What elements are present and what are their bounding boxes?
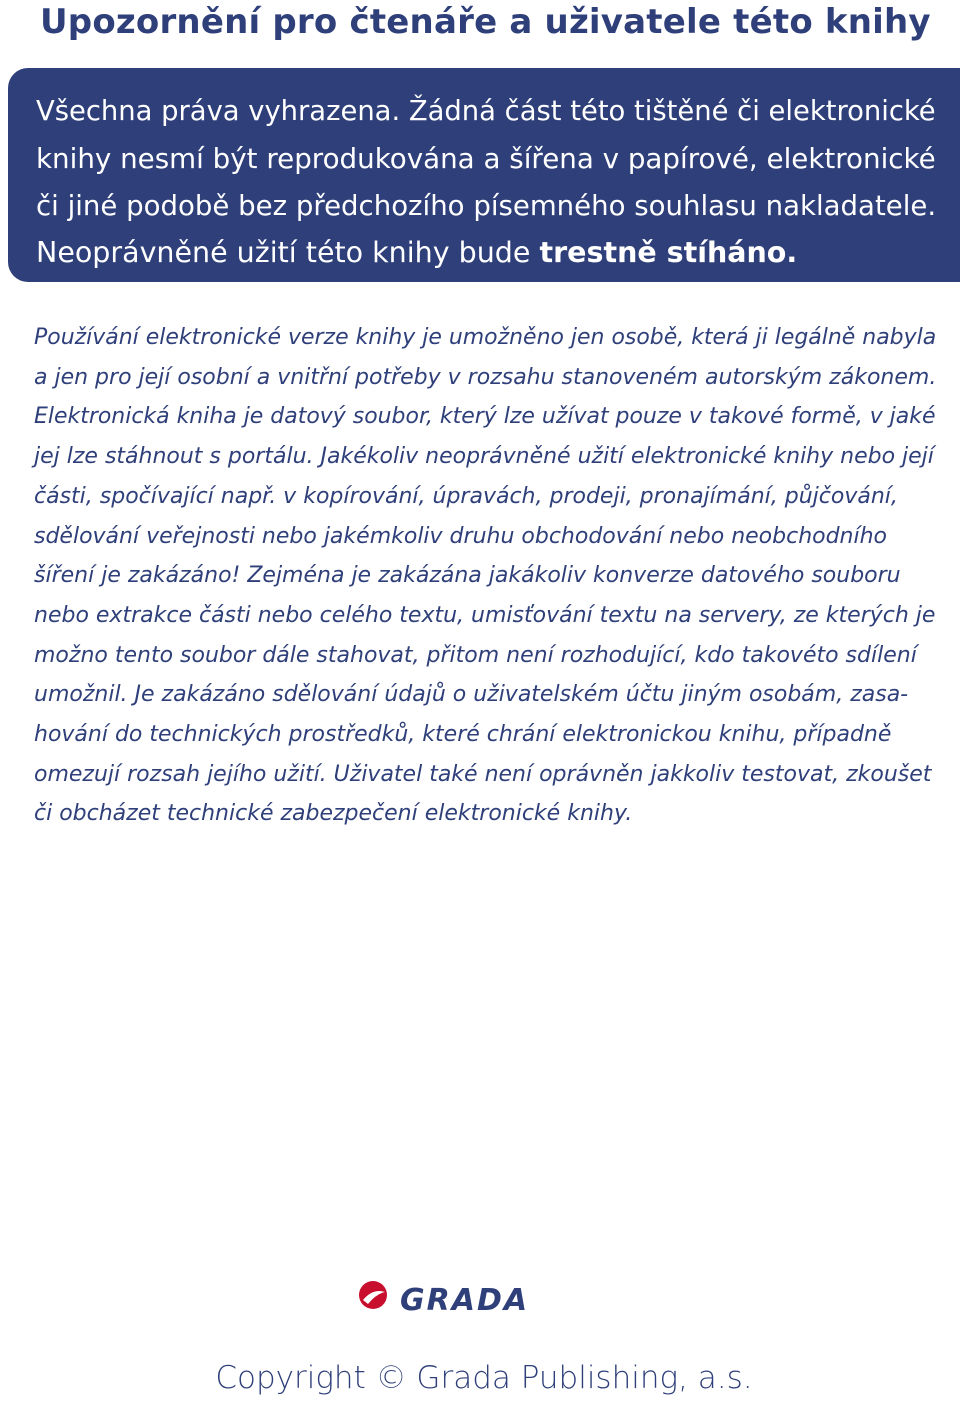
notice-line: knihy nesmí být reprodukována a šířena v papírové, elektronické — [36, 142, 936, 175]
notice-line-suffix: . — [786, 236, 798, 269]
notice-line-prefix: Neoprávněné užití této knihy bude — [36, 236, 540, 269]
paragraph-line: Používání elektronické verze knihy je umožněno jen osobě, která ji legálně nabyla — [34, 325, 937, 350]
paragraph-line: a jen pro její osobní a vnitřní potřeby v rozsahu stanoveném autorským zákonem. — [34, 364, 937, 390]
paragraph-line: jej lze stáhnout s portálu. Jakékoliv neoprávněné užití elektronické knihy nebo její — [34, 444, 934, 470]
paragraph-line: části, spočívající např. v kopírování, úpravách, prodeji, pronajímání, půjčování, — [34, 483, 898, 509]
paragraph-line: či obcházet technické zabezpečení elektronické knihy. — [34, 801, 633, 827]
paragraph-line: možno tento soubor dále stahovat, přitom není rozhodující, kdo takovéto sdílení — [34, 642, 917, 668]
notice-line: či jiné podobě bez předchozího písemného souhlasu nakladatele. — [36, 189, 937, 222]
copyright-footer: Copyright © Grada Publishing, a.s. — [215, 1360, 753, 1396]
paragraph-line: omezují rozsah jejího užití. Uživatel také není oprávněn jakkoliv testovat, zkoušet — [34, 761, 932, 787]
paragraph-line: umožnil. Je zakázáno sdělování údajů o uživatelském účtu jiným osobám, zasa- — [34, 682, 909, 708]
grada-wordmark: GRADA — [400, 1283, 530, 1314]
paragraph-line: hování do technických prostředků, které chrání elektronickou knihu, případně — [34, 722, 892, 748]
notice-emphasis: trestně stíháno — [539, 236, 787, 269]
notice-line: Všechna práva vyhrazena. Žádná část této tištěné či elektronické — [36, 96, 936, 127]
grada-logo — [358, 1280, 612, 1314]
grada-logo-graphic — [358, 1280, 612, 1314]
paragraph-line: nebo extrakce části nebo celého textu, umisťování textu na servery, ze kterých je — [34, 602, 936, 628]
paragraph-line: Elektronická kniha je datový soubor, který lze užívat pouze v takové formě, v jaké — [34, 404, 936, 430]
notice-line — [36, 229, 960, 276]
usage-terms-paragraph — [34, 318, 936, 834]
paragraph-line: šíření je zakázáno! Zejména je zakázána jakákoliv konverze datového souboru — [34, 563, 901, 589]
paragraph-line: sdělování veřejnosti nebo jakémkoliv druhu obchodování nebo neobchodního — [34, 523, 888, 549]
grada-logo-mark — [359, 1281, 387, 1309]
page-title: Upozornění pro čtenáře a uživatele této knihy — [40, 2, 931, 42]
copyright-notice-box — [8, 68, 960, 282]
